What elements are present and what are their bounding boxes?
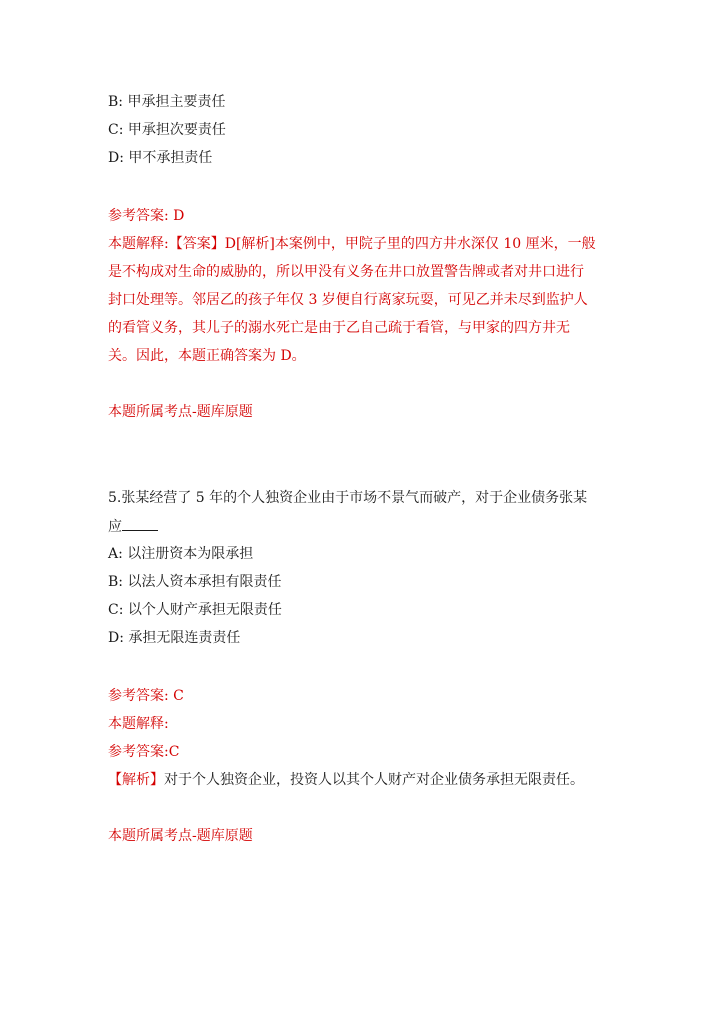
q4-explanation-line: 的看管义务，其儿子的溺水死亡是由于乙自己疏于看管，与甲家的四方井无 (108, 320, 570, 336)
q4-answer: 参考答案: D (108, 208, 185, 224)
q5-stem-text: 应 (108, 519, 122, 535)
q5-option-d: D: 承担无限连责责任 (108, 630, 241, 646)
q4-source: 本题所属考点-题库原题 (108, 404, 253, 420)
q5-option-c: C: 以个人财产承担无限责任 (108, 602, 282, 618)
q4-explanation-tag: 【答案】 (168, 236, 225, 252)
q4-explanation-line: D[解析]本案例中，甲院子里的四方井水深仅 10 厘米，一般 (224, 236, 596, 252)
q5-analysis-text: 对于个人独资企业，投资人以其个人财产对企业债务承担无限责任。 (164, 772, 584, 788)
answer-blank (122, 516, 158, 531)
q4-option-c: C: 甲承担次要责任 (108, 122, 226, 138)
q4-explanation-line: 封口处理等。邻居乙的孩子年仅 3 岁便自行离家玩耍，可见乙并未尽到监护人 (108, 292, 588, 308)
q5-answer: 参考答案: C (108, 688, 184, 704)
q4-option-b: B: 甲承担主要责任 (108, 94, 226, 110)
q5-analysis (108, 770, 584, 790)
q5-option-a: A: 以注册资本为限承担 (108, 546, 254, 562)
q4-explanation-label: 本题解释: (108, 236, 169, 252)
q4-option-d: D: 甲不承担责任 (108, 150, 213, 166)
q5-stem-line1: 5.张某经营了 5 年的个人独资企业由于市场不景气而破产，对于企业债务张某 (108, 490, 588, 506)
q5-source: 本题所属考点-题库原题 (108, 828, 253, 844)
q4-explanation-first-line (108, 234, 596, 254)
q4-explanation-line: 是不构成对生命的威胁的，所以甲没有义务在井口放置警告牌或者对井口进行 (108, 264, 584, 280)
q5-explanation-label: 本题解释: (108, 716, 169, 732)
q5-stem-line2 (108, 516, 158, 537)
q5-option-b: B: 以法人资本承担有限责任 (108, 574, 282, 590)
q4-explanation-line: 关。因此，本题正确答案为 D。 (108, 348, 306, 364)
q5-answer-repeat: 参考答案:C (108, 744, 180, 760)
q5-analysis-tag: 【解析】 (108, 772, 164, 788)
